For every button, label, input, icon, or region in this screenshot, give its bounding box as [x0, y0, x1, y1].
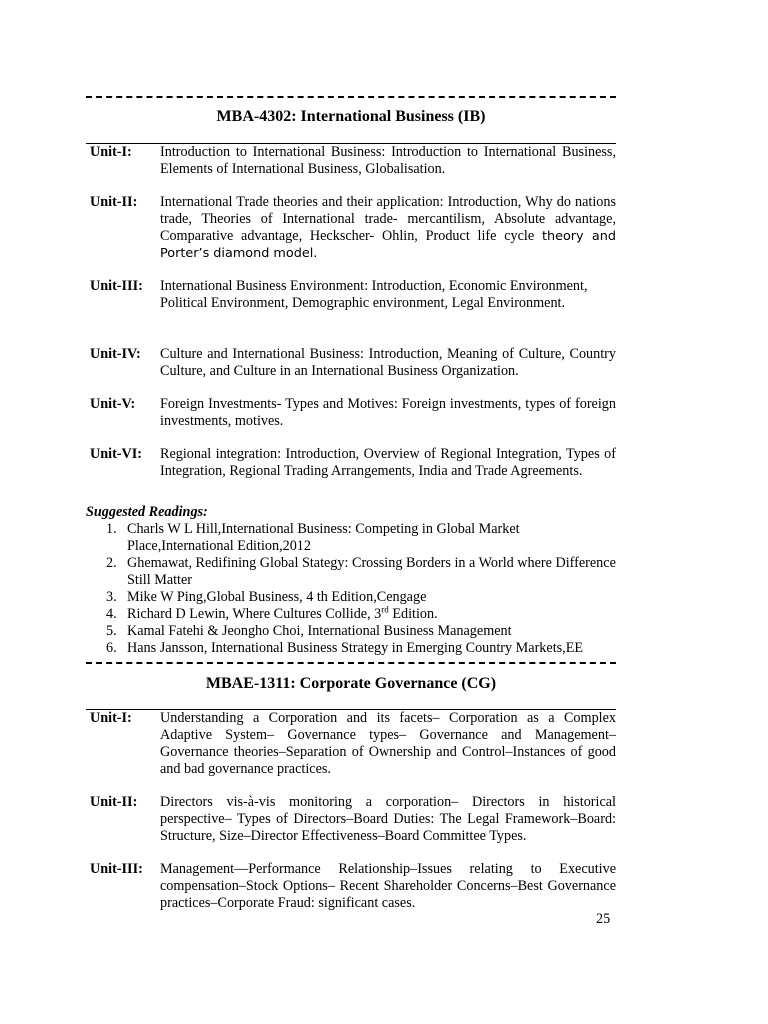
- unit-row-ib-2: [86, 194, 616, 262]
- unit-description: Management—Performance Relationship–Issues relating to Executive compensation–Stock Options– Recent Shareholder Concerns–Best Governance practices–Corporate Fraud: significant cases.: [160, 861, 616, 911]
- list-item: [86, 555, 626, 589]
- unit-description: Understanding a Corporation and its facets– Corporation as a Complex Adaptive System– Governance types– Governance and Management–Governance theories–Separation of Ownership and Control–Instances of good and bad governance practices.: [160, 710, 616, 777]
- unit-label: Unit-III:: [90, 861, 143, 877]
- unit-row-ib-6: [86, 446, 616, 480]
- unit-description-tail: theory and Porter’s diamond model.: [160, 229, 616, 261]
- list-item-text: Charls W L Hill,International Business: Competing in Global Market Place,International Edition,2012: [127, 521, 520, 554]
- unit-label: Unit-IV:: [90, 346, 141, 362]
- unit-label: Unit-V:: [90, 396, 136, 412]
- section-title-cg: MBAE-1311: Corporate Governance (CG): [205, 675, 497, 692]
- suggested-readings-heading: Suggested Readings:: [86, 504, 208, 520]
- list-item-number: 3.: [106, 589, 117, 605]
- unit-label: Unit-VI:: [90, 446, 143, 462]
- list-item: [86, 623, 626, 640]
- section-divider-middle: [86, 662, 616, 664]
- unit-description: Introduction to International Business: Introduction to International Business, Elements of International Business, Globalisation.: [160, 144, 616, 177]
- unit-description: Directors vis-à-vis monitoring a corporation– Directors in historical perspective– Types of Directors–Board Duties: The Legal Framework–Board: Structure, Size–Director Effectiveness–Board Committee Types.: [160, 794, 616, 844]
- unit-label: Unit-III:: [90, 278, 143, 294]
- list-item-text: Richard D Lewin, Where Cultures Collide, 3: [127, 606, 382, 622]
- unit-label: Unit-II:: [90, 794, 138, 810]
- unit-label: Unit-I:: [90, 710, 132, 726]
- list-item-text-end: Edition.: [388, 606, 438, 622]
- list-item: [86, 589, 626, 606]
- unit-description: Culture and International Business: Introduction, Meaning of Culture, Country Culture, and Culture in an International Business Organization.: [160, 346, 616, 379]
- list-item-text: Ghemawat, Redifining Global Stategy: Crossing Borders in a World where Difference Still Matter: [127, 555, 616, 588]
- unit-description-main: International Trade theories and their application: Introduction, Why do nations trade, Theories of International trade- mercantilism, Absolute advantage, Comparative advantage, Heckscher- Ohlin, Product life cycle: [160, 194, 616, 244]
- list-item-text: Mike W Ping,Global Business, 4 th Edition,Cengage: [127, 589, 427, 605]
- list-item: [86, 640, 626, 657]
- unit-row-cg-3: [86, 861, 616, 912]
- list-item-number: 4.: [106, 606, 117, 622]
- section-divider-top: [86, 96, 616, 98]
- list-item-text: Hans Jansson, International Business Strategy in Emerging Country Markets,EE: [127, 640, 584, 656]
- list-item: [86, 521, 626, 555]
- unit-description: International Business Environment: Introduction, Economic Environment, Political Environment, Demographic environment, Legal Environment.: [160, 278, 588, 311]
- list-item-number: 5.: [106, 623, 117, 639]
- unit-label: Unit-I:: [90, 144, 132, 160]
- unit-row-cg-2: [86, 794, 616, 845]
- ordinal-superscript: rd: [381, 604, 389, 615]
- list-item: [86, 606, 626, 623]
- unit-description: Foreign Investments- Types and Motives: Foreign investments, types of foreign investments, motives.: [160, 396, 616, 429]
- list-item-number: 1.: [106, 521, 117, 537]
- unit-row-ib-5: [86, 396, 616, 430]
- unit-row-ib-1: [86, 144, 616, 178]
- list-item-number: 6.: [106, 640, 117, 656]
- unit-row-ib-4: [86, 346, 616, 380]
- section-title-ib: MBA-4302: International Business (IB): [216, 108, 486, 125]
- unit-row-ib-3: [86, 278, 616, 312]
- page-number: 25: [596, 911, 611, 927]
- unit-description: Regional integration: Introduction, Overview of Regional Integration, Types of Integration, Regional Trading Arrangements, India and Trade Agreements.: [160, 446, 616, 479]
- suggested-readings-list: [86, 521, 626, 657]
- unit-row-cg-1: [86, 710, 616, 778]
- list-item-number: 2.: [106, 555, 117, 571]
- unit-description: [160, 194, 616, 262]
- list-item-text: Kamal Fatehi & Jeongho Choi, International Business Management: [127, 623, 512, 639]
- unit-label: Unit-II:: [90, 194, 138, 210]
